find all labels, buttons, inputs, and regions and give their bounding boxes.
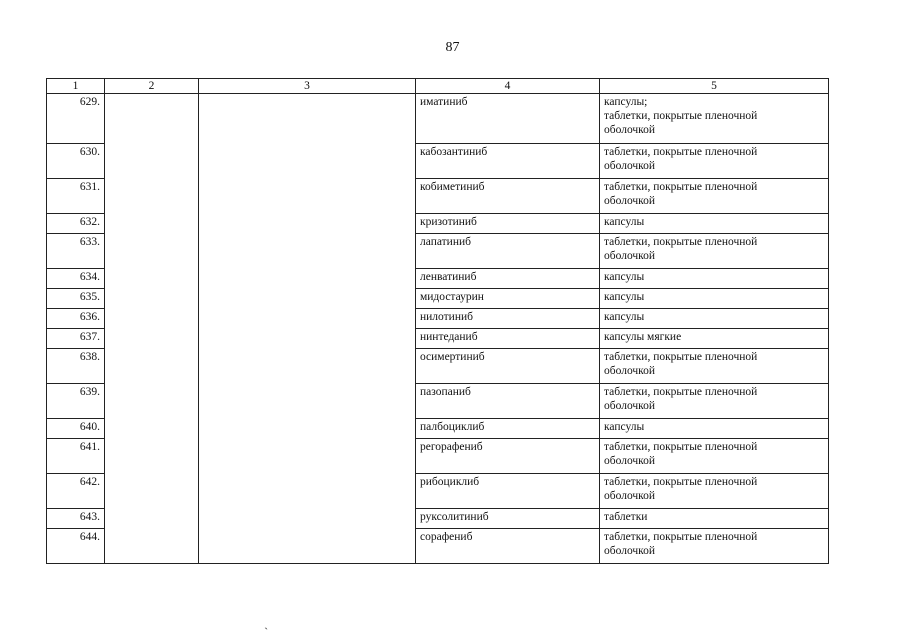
dosage-form-line: таблетки [604, 511, 648, 523]
drug-name: регорафениб [416, 439, 600, 474]
col-2-cell [105, 269, 199, 289]
table-row [47, 269, 829, 289]
header-col-5: 5 [600, 79, 829, 94]
dosage-form [600, 419, 829, 439]
col-2-cell [105, 289, 199, 309]
col-2-cell [105, 439, 199, 474]
col-3-cell [199, 234, 416, 269]
row-number: 632. [47, 214, 105, 234]
table-row [47, 94, 829, 144]
dosage-form-line: таблетки, покрытые пленочной [604, 386, 758, 398]
dosage-form-line: оболочкой [604, 195, 656, 207]
dosage-form-line: оболочкой [604, 455, 656, 467]
drug-name: сорафениб [416, 529, 600, 564]
dosage-form [600, 144, 829, 179]
row-number: 633. [47, 234, 105, 269]
col-3-cell [199, 439, 416, 474]
dosage-form-line: капсулы мягкие [604, 331, 682, 343]
row-number: 636. [47, 309, 105, 329]
dosage-form [600, 349, 829, 384]
dosage-form-line: таблетки, покрытые пленочной [604, 110, 758, 122]
drug-name: лапатиниб [416, 234, 600, 269]
table-row [47, 439, 829, 474]
dosage-form [600, 269, 829, 289]
dosage-form-line: таблетки, покрытые пленочной [604, 146, 758, 158]
row-number: 639. [47, 384, 105, 419]
row-number: 630. [47, 144, 105, 179]
table-row [47, 329, 829, 349]
drug-name: кризотиниб [416, 214, 600, 234]
col-3-cell [199, 329, 416, 349]
drug-name: нинтеданиб [416, 329, 600, 349]
header-col-4: 4 [416, 79, 600, 94]
col-2-cell [105, 234, 199, 269]
header-col-1: 1 [47, 79, 105, 94]
drug-name: мидостаурин [416, 289, 600, 309]
dosage-form [600, 509, 829, 529]
col-3-cell [199, 214, 416, 234]
dosage-form [600, 529, 829, 564]
header-row [47, 79, 829, 94]
table-row [47, 384, 829, 419]
col-2-cell [105, 419, 199, 439]
table-row [47, 529, 829, 564]
table-row [47, 289, 829, 309]
row-number: 631. [47, 179, 105, 214]
table-row [47, 349, 829, 384]
dosage-form [600, 179, 829, 214]
col-3-cell [199, 94, 416, 144]
table-row [47, 234, 829, 269]
dosage-form-line: оболочкой [604, 124, 656, 136]
dosage-form-line: капсулы [604, 216, 645, 228]
drug-name: пазопаниб [416, 384, 600, 419]
table-row [47, 419, 829, 439]
drug-name: кобиметиниб [416, 179, 600, 214]
table-row [47, 474, 829, 509]
row-number: 642. [47, 474, 105, 509]
dosage-form-line: оболочкой [604, 400, 656, 412]
table-row [47, 509, 829, 529]
dosage-form [600, 474, 829, 509]
dosage-form-line: оболочкой [604, 365, 656, 377]
col-2-cell [105, 509, 199, 529]
row-number: 635. [47, 289, 105, 309]
drug-name: руксолитиниб [416, 509, 600, 529]
drug-table [46, 78, 829, 564]
col-2-cell [105, 179, 199, 214]
dosage-form-line: таблетки, покрытые пленочной [604, 351, 758, 363]
dosage-form [600, 439, 829, 474]
col-3-cell [199, 289, 416, 309]
header-col-2: 2 [105, 79, 199, 94]
drug-name: нилотиниб [416, 309, 600, 329]
dosage-form-line: капсулы [604, 271, 645, 283]
table-header [47, 79, 829, 94]
dosage-form-line: оболочкой [604, 490, 656, 502]
col-2-cell [105, 309, 199, 329]
col-2-cell [105, 349, 199, 384]
col-3-cell [199, 419, 416, 439]
dosage-form-line: таблетки, покрытые пленочной [604, 441, 758, 453]
row-number: 641. [47, 439, 105, 474]
dosage-form-line: капсулы; [604, 96, 648, 108]
table-body [47, 94, 829, 564]
table-row [47, 309, 829, 329]
dosage-form-line: таблетки, покрытые пленочной [604, 476, 758, 488]
col-3-cell [199, 144, 416, 179]
dosage-form-line: таблетки, покрытые пленочной [604, 236, 758, 248]
row-number: 643. [47, 509, 105, 529]
row-number: 638. [47, 349, 105, 384]
row-number: 644. [47, 529, 105, 564]
table-row [47, 179, 829, 214]
dosage-form [600, 234, 829, 269]
dosage-form-line: оболочкой [604, 250, 656, 262]
drug-name: рибоциклиб [416, 474, 600, 509]
dosage-form [600, 94, 829, 144]
dosage-form-line: капсулы [604, 291, 645, 303]
col-2-cell [105, 214, 199, 234]
row-number: 640. [47, 419, 105, 439]
dosage-form-line: капсулы [604, 311, 645, 323]
drug-name: палбоциклиб [416, 419, 600, 439]
col-2-cell [105, 94, 199, 144]
drug-name: кабозантиниб [416, 144, 600, 179]
drug-name: ленватиниб [416, 269, 600, 289]
col-2-cell [105, 144, 199, 179]
col-3-cell [199, 309, 416, 329]
page-number: 87 [445, 40, 460, 55]
table-row [47, 144, 829, 179]
dosage-form-line: таблетки, покрытые пленочной [604, 181, 758, 193]
col-3-cell [199, 269, 416, 289]
col-3-cell [199, 179, 416, 214]
col-3-cell [199, 509, 416, 529]
drug-name: осимертиниб [416, 349, 600, 384]
col-2-cell [105, 529, 199, 564]
dosage-form [600, 309, 829, 329]
dosage-form [600, 214, 829, 234]
header-col-3: 3 [199, 79, 416, 94]
drug-name: иматиниб [416, 94, 600, 144]
col-3-cell [199, 529, 416, 564]
col-3-cell [199, 349, 416, 384]
col-2-cell [105, 384, 199, 419]
col-2-cell [105, 474, 199, 509]
dosage-form-line: оболочкой [604, 160, 656, 172]
row-number: 629. [47, 94, 105, 144]
dosage-form [600, 289, 829, 309]
row-number: 634. [47, 269, 105, 289]
row-number: 637. [47, 329, 105, 349]
col-2-cell [105, 329, 199, 349]
dosage-form [600, 329, 829, 349]
col-3-cell [199, 474, 416, 509]
dosage-form-line: таблетки, покрытые пленочной [604, 531, 758, 543]
table-row [47, 214, 829, 234]
col-3-cell [199, 384, 416, 419]
dosage-form-line: оболочкой [604, 545, 656, 557]
dosage-form-line: капсулы [604, 421, 645, 433]
dosage-form [600, 384, 829, 419]
